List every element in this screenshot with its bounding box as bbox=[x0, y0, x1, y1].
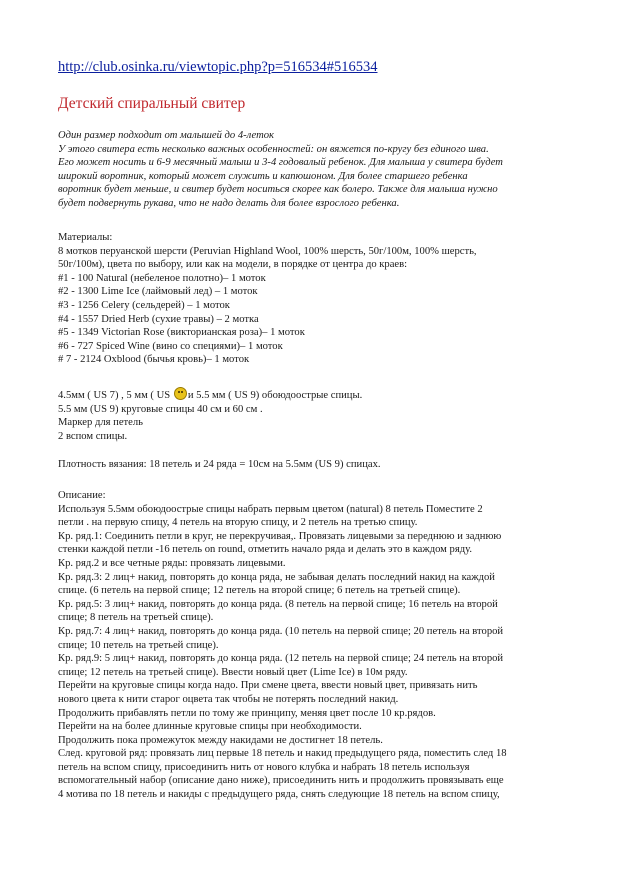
intro-line: Его может носить и 6-9 месячный малыш и 3-4 годовалый ребенок. Для малыша у свитера будет bbox=[58, 157, 503, 169]
intro-paragraph bbox=[58, 129, 593, 211]
description-heading: Описание: bbox=[58, 490, 106, 501]
intro-line: У этого свитера есть несколько важных особенностей: он вяжется по-кругу без единого шва. bbox=[58, 143, 489, 155]
document-title: Детский спиральный свитер bbox=[58, 95, 246, 112]
materials-heading: Материалы: bbox=[58, 232, 113, 243]
description-line: Кр. ряд.7: 4 лиц+ накид, повторять до конца ряда. (10 петель на первой спице; 20 петель на второй bbox=[58, 625, 504, 637]
description-line: Перейти на на более длинные круговые спицы при необходимости. bbox=[58, 721, 362, 733]
needles-line: 2 вспом спицы. bbox=[58, 430, 128, 442]
description-line: Кр. ряд.2 и все четные ряды: провязать лицевыми. bbox=[58, 557, 286, 569]
intro-line: широкий воротник, который может служить и капюшоном. Для более старшего ребенка bbox=[58, 170, 468, 182]
yarn-color-item: #6 - 727 Spiced Wine (вино со специями)– 1 моток bbox=[58, 340, 283, 352]
materials-section bbox=[58, 231, 593, 367]
gauge-section bbox=[58, 458, 593, 472]
yarn-color-item: #5 - 1349 Victorian Rose (викторианская роза)– 1 моток bbox=[58, 327, 305, 339]
needles-line: Маркер для петель bbox=[58, 417, 143, 429]
yarn-color-item: #2 - 1300 Lime Ice (лаймовый лед) – 1 моток bbox=[58, 286, 258, 298]
description-line: спице; 8 петель на третьей спице). bbox=[58, 612, 214, 624]
intro-line: Один размер подходит от малышей до 4-леток bbox=[58, 130, 275, 141]
source-link[interactable]: http://club.osinka.ru/viewtopic.php?p=516534#516534 bbox=[58, 59, 378, 75]
gauge-line: Плотность вязания: 18 петель и 24 ряда = 10см на 5.5мм (US 9) спицах. bbox=[58, 459, 381, 470]
materials-line: 50г/100м), цвета по выбору, или как на модели, в порядке от центра до краев: bbox=[58, 259, 408, 271]
description-line: спице; 10 петель на третьей спице). bbox=[58, 639, 219, 651]
yarn-color-item: #1 - 100 Natural (небеленое полотно)– 1 моток bbox=[58, 272, 266, 284]
description-line: Продолжить прибавлять петли по тому же принципу, меняя цвет после 10 кр.рядов. bbox=[58, 707, 436, 719]
description-line: 4 мотива по 18 петель и накиды с предыдущего ряда, снять следующие 18 петель на вспом спицу, bbox=[58, 789, 500, 801]
description-line: След. круговой ряд: провязать лиц первые 18 петель и накид предыдущего ряда, поместить след 18 bbox=[58, 748, 507, 760]
needles-text: 4.5мм ( US 7) , 5 мм ( US bbox=[58, 390, 173, 401]
yarn-color-item: # 7 - 2124 Oxblood (бычья кровь)– 1 моток bbox=[58, 354, 250, 366]
description-line: Кр. ряд.9: 5 лиц+ накид, повторять до конца ряда. (12 петель на первой спице; 24 петель на второй bbox=[58, 653, 504, 665]
description-line: спице. (6 петель на первой спице; 12 петель на второй спице; 6 петель на третьей спице). bbox=[58, 585, 461, 597]
needles-line bbox=[58, 387, 593, 403]
description-line: петли . на первую спицу, 4 петель на вторую спицу, и 2 петель на третью спицу. bbox=[58, 517, 418, 529]
needles-text: и 5.5 мм ( US 9) обоюдоострые спицы. bbox=[187, 390, 363, 401]
description-line: Продолжить пока промежуток между накидами не достигнет 18 петель. bbox=[58, 734, 383, 746]
description-line: петель на вспом спицу, присоединить нить от нового клубка и набрать 18 петель используя bbox=[58, 761, 470, 773]
description-line: вспомогательный набор (описание дано ниже), присоединить нить и продолжить провязывать еще bbox=[58, 775, 504, 787]
yarn-color-item: #3 - 1256 Celery (сельдерей) – 1 моток bbox=[58, 299, 230, 311]
description-section bbox=[58, 489, 593, 802]
needles-section bbox=[58, 387, 593, 443]
materials-line: 8 мотков перуанской шерсти (Peruvian Highland Wool, 100% шерсть, 50г/100м, 100% шерсть, bbox=[58, 245, 477, 257]
smiley-emoticon-icon bbox=[174, 387, 187, 400]
needles-line: 5.5 мм (US 9) круговые спицы 40 см и 60 см . bbox=[58, 403, 263, 415]
description-line: нового цвета к нити старог оцвета так чтобы не потерять последний накид. bbox=[58, 693, 399, 705]
description-line: Используя 5.5мм обоюдоострые спицы набрать первым цветом (natural) 8 петель Поместите 2 bbox=[58, 503, 483, 515]
description-line: Перейти на круговые спицы когда надо. При смене цвета, ввести новый цвет, привязать нить bbox=[58, 680, 478, 692]
description-line: стенки каждой петли -16 петель on round, отметить начало ряда и делать это в каждом ряду. bbox=[58, 544, 472, 556]
description-line: Кр. ряд.5: 3 лиц+ накид, повторять до конца ряда. (8 петель на первой спице; 16 петель на второй bbox=[58, 598, 498, 610]
intro-line: воротник будет меньше, и свитер будет носиться скорее как болеро. Также для малыша нужно bbox=[58, 184, 498, 196]
intro-line: будет подвернуть рукава, что не надо делать для более взрослого ребенка. bbox=[58, 197, 400, 209]
description-line: Кр. ряд.1: Соединить петли в круг, не перекручивая,. Провязать лицевыми за переднюю и заднюю bbox=[58, 530, 502, 542]
description-line: Кр. ряд.3: 2 лиц+ накид, повторять до конца ряда, не забывая делать последний накид на каждой bbox=[58, 571, 495, 583]
yarn-color-item: #4 - 1557 Dried Herb (сухие травы) – 2 мотка bbox=[58, 313, 259, 325]
description-line: спице; 12 петель на третьей спице). Ввести новый цвет (Lime Ice) в 10м ряду. bbox=[58, 666, 408, 678]
